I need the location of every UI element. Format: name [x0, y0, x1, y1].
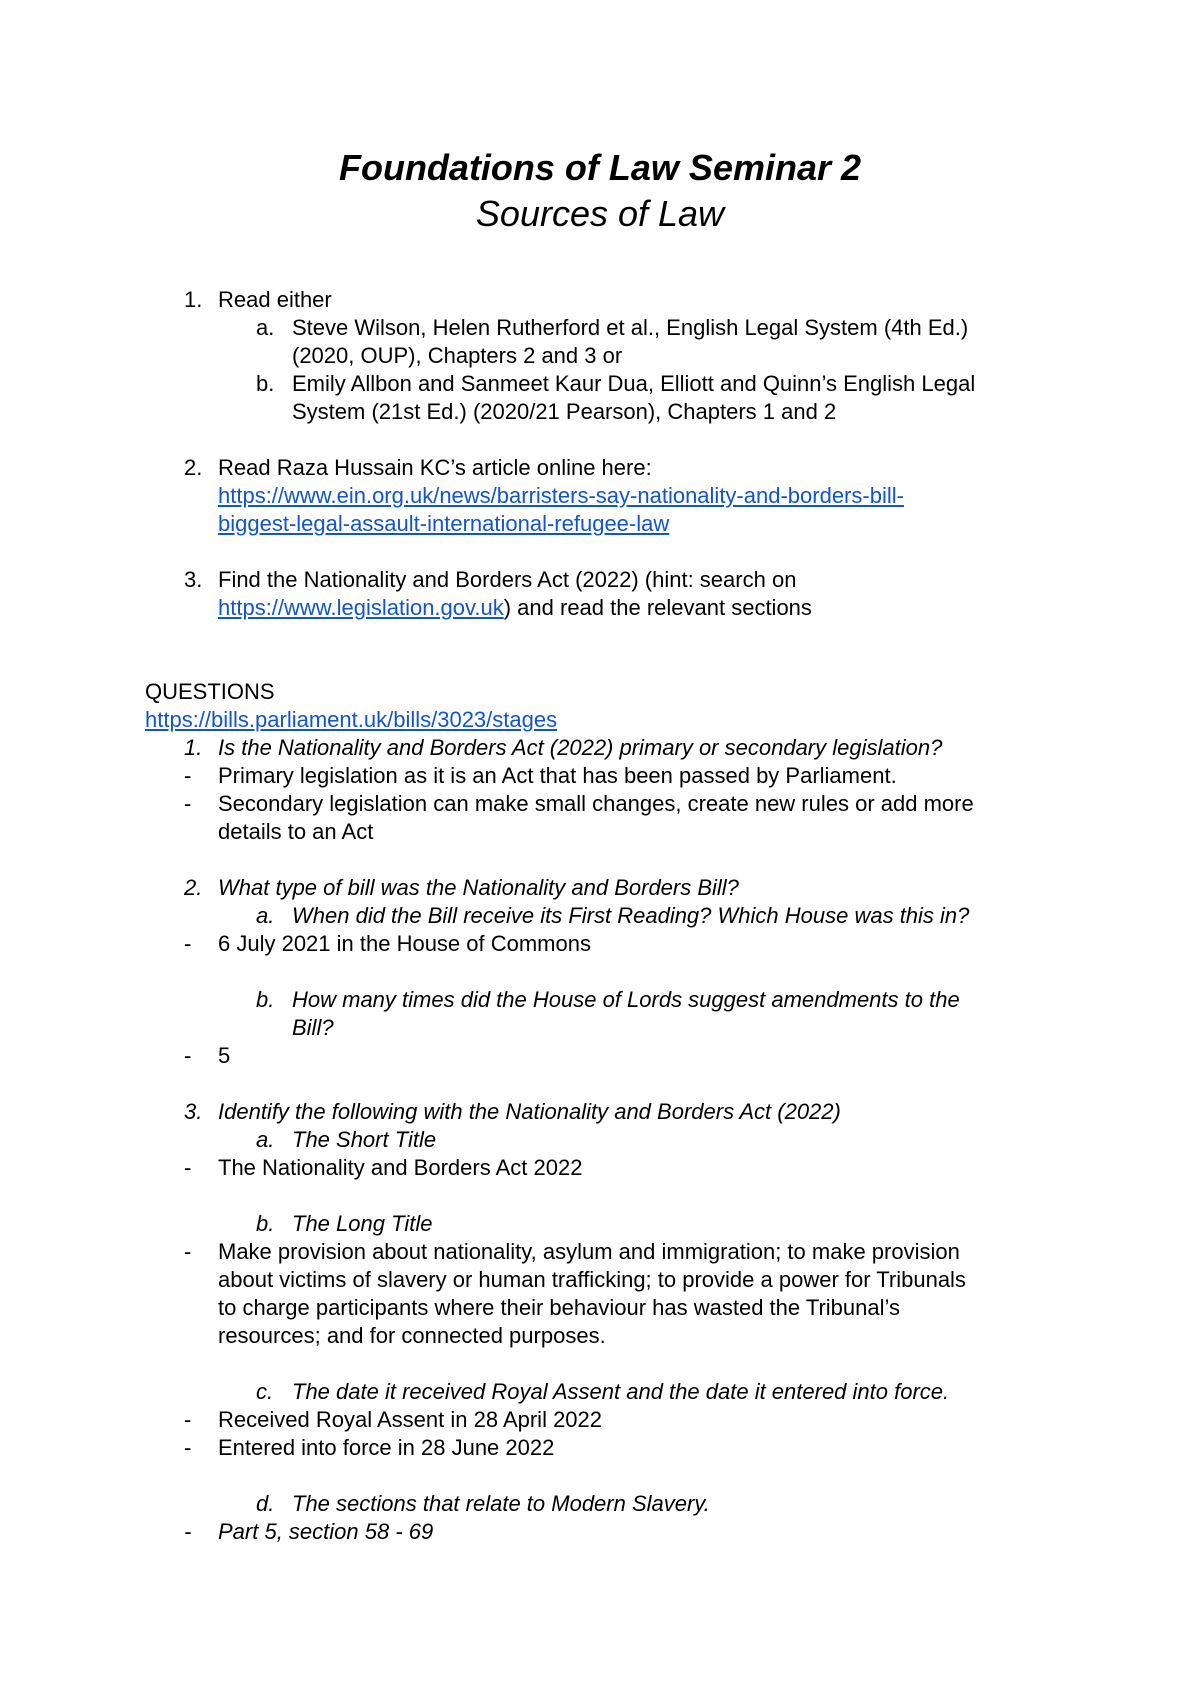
item-1b-marker: b.	[256, 371, 275, 396]
q2a-answer: 6 July 2021 in the House of Commons	[218, 931, 591, 956]
q1-answer1: Primary legislation as it is an Act that has been passed by Parliament.	[218, 763, 897, 788]
q3c-answer1: Received Royal Assent in 28 April 2022	[218, 1407, 603, 1432]
q2b-answer-dash: -	[184, 1043, 192, 1068]
q3b-answer-line4: resources; and for connected purposes.	[218, 1323, 606, 1348]
q2b-marker: b.	[256, 987, 275, 1012]
q3c-marker: c.	[256, 1379, 274, 1404]
q3b-answer-line3: to charge participants where their behaviour has wasted the Tribunal’s	[218, 1295, 900, 1320]
item-2-text: Read Raza Hussain KC’s article online here:	[218, 455, 652, 480]
q1-text: Is the Nationality and Borders Act (2022) primary or secondary legislation?	[218, 735, 943, 760]
item-1a-marker: a.	[256, 315, 275, 340]
q2b-line2: Bill?	[292, 1015, 334, 1040]
q3a-answer-dash: -	[184, 1155, 192, 1180]
q3c-text: The date it received Royal Assent and the date it entered into force.	[292, 1379, 950, 1404]
q3a-marker: a.	[256, 1127, 275, 1152]
item-3-text: Find the Nationality and Borders Act (2022) (hint: search on	[218, 567, 797, 592]
q1-marker: 1.	[184, 735, 203, 760]
item-1b-line1: Emily Allbon and Sanmeet Kaur Dua, Elliott and Quinn’s English Legal	[292, 371, 976, 396]
q1-answer2-line2: details to an Act	[218, 819, 374, 844]
q2a-marker: a.	[256, 903, 275, 928]
legislation-link[interactable]: https://www.legislation.gov.uk	[218, 595, 504, 620]
q2b-line1: How many times did the House of Lords suggest amendments to the	[292, 987, 960, 1012]
questions-heading: QUESTIONS	[145, 679, 275, 704]
q2a-answer-dash: -	[184, 931, 192, 956]
q3b-answer-line1: Make provision about nationality, asylum and immigration; to make provision	[218, 1239, 960, 1264]
item-2-marker: 2.	[184, 455, 203, 480]
q3d-answer: Part 5, section 58 - 69	[218, 1519, 434, 1544]
q2b-answer: 5	[218, 1043, 231, 1068]
q2-marker: 2.	[184, 875, 203, 900]
q3a-answer: The Nationality and Borders Act 2022	[218, 1155, 583, 1180]
item-3-after-link: ) and read the relevant sections	[503, 595, 812, 620]
q3c-answer1-dash: -	[184, 1407, 192, 1432]
q1-answer1-dash: -	[184, 763, 192, 788]
q3-text: Identify the following with the Nationality and Borders Act (2022)	[218, 1099, 841, 1124]
q2-text: What type of bill was the Nationality and Borders Bill?	[218, 875, 739, 900]
document-subtitle: Sources of Law	[475, 193, 725, 234]
item-1a-line1: Steve Wilson, Helen Rutherford et al., English Legal System (4th Ed.)	[292, 315, 969, 340]
q3b-text: The Long Title	[292, 1211, 433, 1236]
item-3-marker: 3.	[184, 567, 203, 592]
q3b-answer-line2: about victims of slavery or human trafficking; to provide a power for Tribunals	[218, 1267, 966, 1292]
article-link-line2[interactable]: biggest-legal-assault-international-refugee-law	[218, 511, 670, 536]
q3d-answer-dash: -	[184, 1519, 192, 1544]
item-1-text: Read either	[218, 287, 332, 312]
q3d-marker: d.	[256, 1491, 275, 1516]
q1-answer2-line1: Secondary legislation can make small changes, create new rules or add more	[218, 791, 974, 816]
q1-answer2-dash: -	[184, 791, 192, 816]
q3d-text: The sections that relate to Modern Slavery.	[292, 1491, 710, 1516]
q3b-marker: b.	[256, 1211, 275, 1236]
item-1b-line2: System (21st Ed.) (2020/21 Pearson), Chapters 1 and 2	[292, 399, 837, 424]
bill-stages-link[interactable]: https://bills.parliament.uk/bills/3023/stages	[145, 707, 558, 732]
q3c-answer2-dash: -	[184, 1435, 192, 1460]
q3b-answer-dash: -	[184, 1239, 192, 1264]
item-1-marker: 1.	[184, 287, 203, 312]
q3-marker: 3.	[184, 1099, 203, 1124]
q3c-answer2: Entered into force in 28 June 2022	[218, 1435, 555, 1460]
item-1a-line2: (2020, OUP), Chapters 2 and 3 or	[292, 343, 623, 368]
q2a-text: When did the Bill receive its First Reading? Which House was this in?	[292, 903, 970, 928]
document-title: Foundations of Law Seminar 2	[338, 147, 862, 188]
article-link-line1[interactable]: https://www.ein.org.uk/news/barristers-say-nationality-and-borders-bill-	[218, 483, 904, 508]
q3a-text: The Short Title	[292, 1127, 437, 1152]
